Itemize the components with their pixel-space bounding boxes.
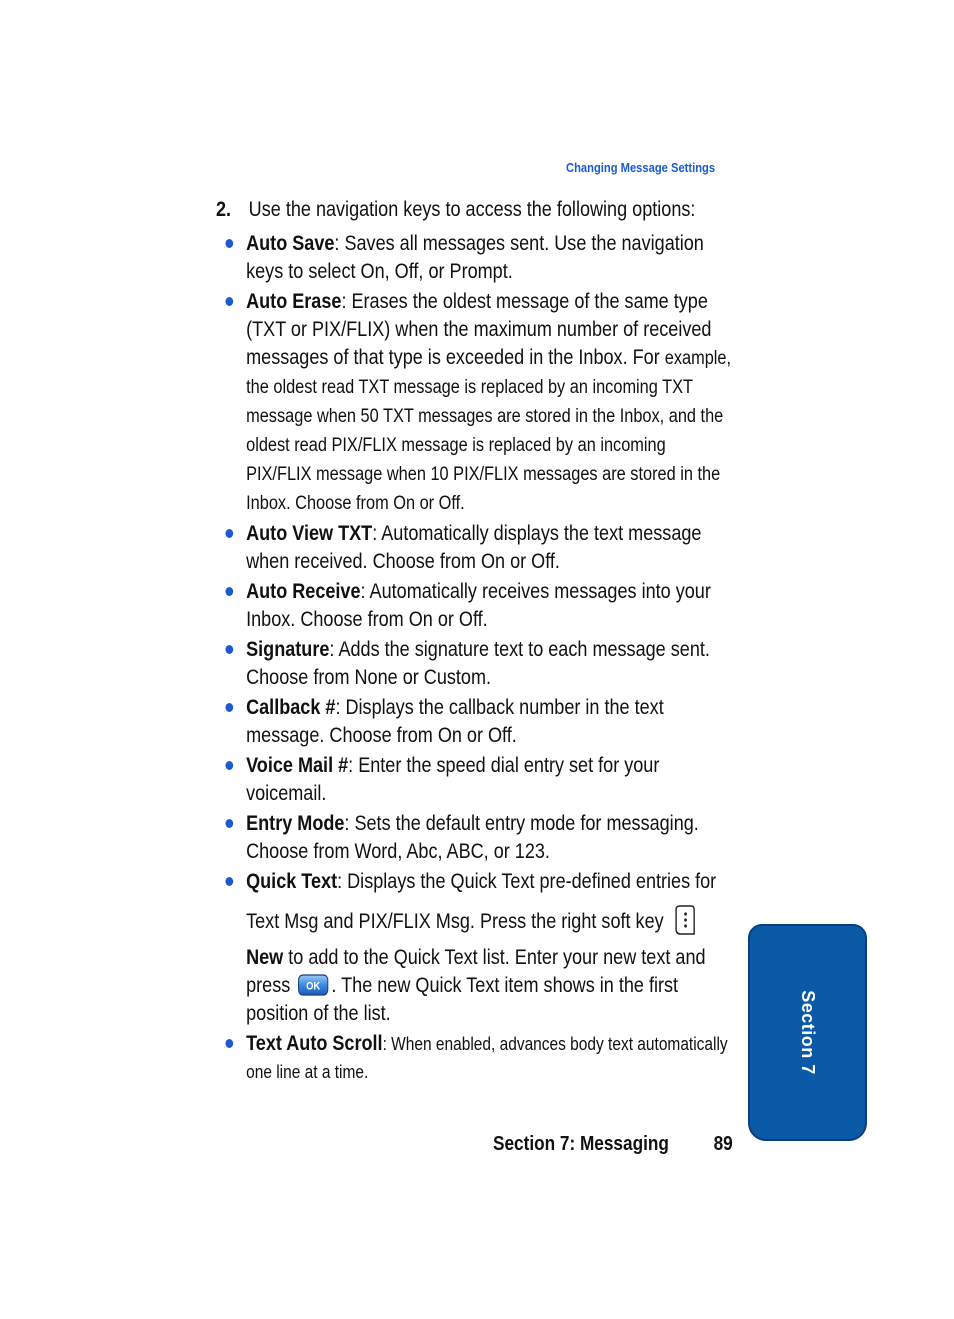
bullet-icon [225, 877, 233, 886]
step-2 [216, 194, 732, 226]
option-desc: : Displays the Quick Text pre-defined entries for [337, 870, 717, 893]
option-auto-save [216, 230, 732, 286]
bullet-icon [225, 645, 233, 654]
bullet-icon [225, 703, 233, 712]
option-term: Auto Save [246, 232, 335, 255]
option-term: Callback # [246, 696, 336, 719]
option-signature [216, 636, 732, 692]
option-desc: : Adds the signature text to each message sent. Choose from None or Custom. [246, 638, 710, 689]
page-content [216, 194, 732, 1088]
bullet-icon [225, 1039, 233, 1048]
option-term: Text Auto Scroll [246, 1032, 383, 1055]
bullet-icon [225, 239, 233, 248]
option-desc: : Automatically receives messages into your Inbox. Choose from On or Off. [246, 580, 711, 631]
option-desc: . The new Quick Text item shows in the first position of the list. [246, 974, 679, 1025]
option-callback [216, 694, 732, 750]
svg-text:OK: OK [306, 980, 321, 993]
option-auto-erase [216, 288, 732, 518]
option-term: Voice Mail # [246, 754, 349, 777]
option-term: Auto Receive [246, 580, 361, 603]
bullet-icon [225, 819, 233, 828]
option-desc-detail: example, the oldest read TXT message is replaced by an incoming TXT message when 50 TXT messages are stored in the Inbox, and the oldest read PIX/FLIX message is replaced by an incoming PIX/FLIX message when 10 PIX/FLIX messages are stored in the Inbox. Choose from On or Off. [246, 348, 732, 514]
option-term: Signature [246, 638, 330, 661]
options-list [216, 230, 732, 1086]
option-quick-text [216, 868, 732, 1028]
option-desc: to add to the Quick Text list. Enter your new text and press [246, 946, 706, 997]
footer-section-title: Section 7: Messaging [493, 1133, 669, 1155]
option-desc: : Displays the callback number in the text message. Choose from On or Off. [246, 696, 664, 747]
section-tab-label: Section 7 [798, 990, 818, 1075]
ok-key-icon [298, 974, 329, 996]
bullet-icon [225, 587, 233, 596]
option-text-auto-scroll [216, 1030, 732, 1086]
option-term: Entry Mode [246, 812, 345, 835]
option-term: Auto View TXT [246, 522, 373, 545]
option-desc: : Sets the default entry mode for messaging. Choose from Word, Abc, ABC, or 123. [246, 812, 699, 863]
right-soft-key-icon [674, 904, 696, 936]
option-desc: : Automatically displays the text message when received. Choose from On or Off. [246, 522, 702, 573]
page-footer [493, 1133, 751, 1156]
option-term: Auto Erase [246, 290, 342, 313]
option-term: Quick Text [246, 870, 338, 893]
step-text: Use the navigation keys to access the following options: [248, 198, 696, 221]
page-number: 89 [713, 1133, 733, 1155]
bullet-icon [225, 529, 233, 538]
step-number: 2. [216, 198, 232, 221]
new-term: New [246, 946, 284, 969]
option-entry-mode [216, 810, 732, 866]
bullet-icon [225, 761, 233, 770]
option-desc: : When enabled, advances body text automatically one line at a time. [246, 1034, 728, 1082]
option-desc: Text Msg and PIX/FLIX Msg. Press the right soft key [246, 910, 664, 933]
bullet-icon [225, 297, 233, 306]
option-auto-view-txt [216, 520, 732, 576]
running-head: Changing Message Settings [566, 160, 716, 175]
option-desc: : Saves all messages sent. Use the navigation keys to select On, Off, or Prompt. [246, 232, 704, 283]
option-voice-mail [216, 752, 732, 808]
option-desc: : Erases the oldest message of the same type (TXT or PIX/FLIX) when the maximum number of received messages of that type is exceeded in the Inbox. For [246, 290, 712, 369]
section-tab [748, 924, 867, 1141]
option-auto-receive [216, 578, 732, 634]
option-desc: : Enter the speed dial entry set for your voicemail. [246, 754, 660, 805]
